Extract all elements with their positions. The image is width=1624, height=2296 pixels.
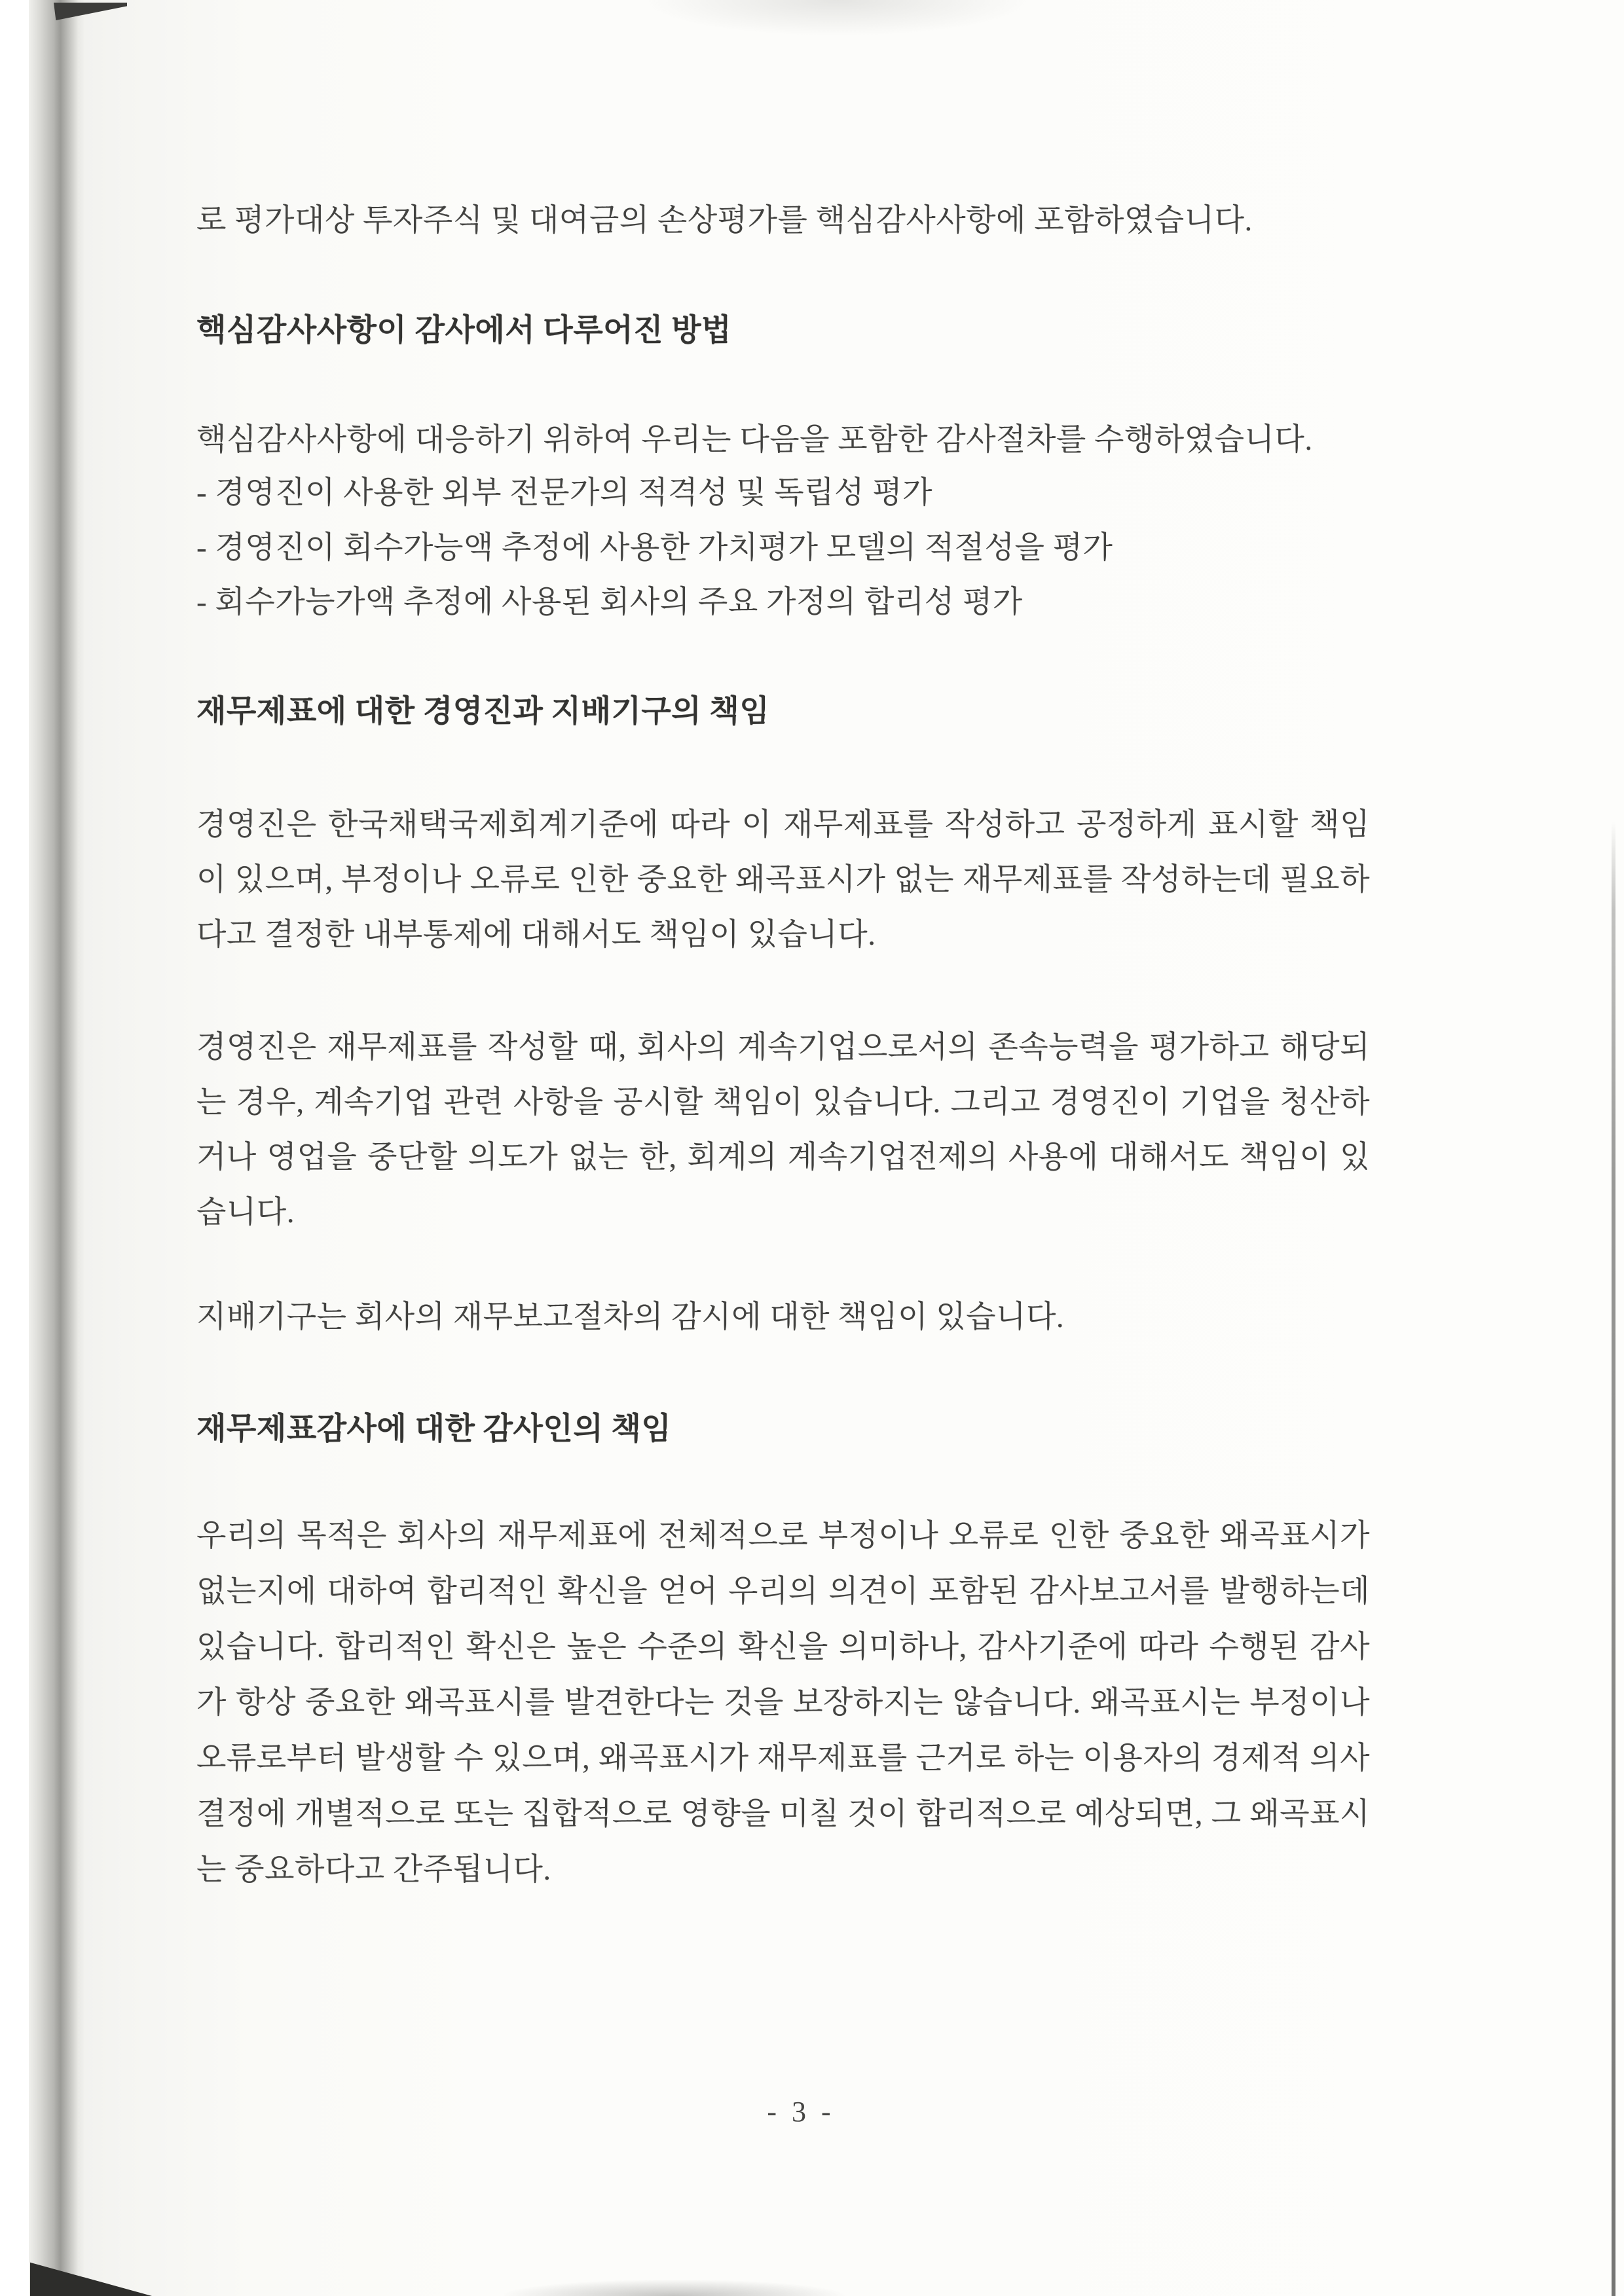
bullet-item: - 경영진이 회수가능액 추정에 사용한 가치평가 모델의 적절성을 평가 bbox=[196, 531, 1113, 565]
section1-lead-line: 핵심감사사항에 대응하기 위하여 우리는 다음을 포함한 감사절차를 수행하였습니다. bbox=[196, 423, 1313, 457]
section2-heading: 재무제표에 대한 경영진과 지배기구의 책임 bbox=[196, 695, 770, 729]
page-number: - 3 - bbox=[767, 2096, 835, 2128]
paragraph: 지배기구는 회사의 재무보고절차의 감시에 대한 책임이 있습니다. bbox=[196, 1300, 1065, 1334]
intro-continuation-line: 로 평가대상 투자주식 및 대여금의 손상평가를 핵심감사사항에 포함하였습니다. bbox=[196, 204, 1253, 238]
paragraph: 경영진은 한국채택국제회계기준에 따라 이 재무제표를 작성하고 공정하게 표시할 책임이 있으며, 부정이나 오류로 인한 중요한 왜곡표시가 없는 재무제표를 작성하는데 필요하다고 결정한 내부통제에 대해서도 책임이 있습니다. bbox=[196, 808, 1370, 952]
bullet-item: - 경영진이 사용한 외부 전문가의 적격성 및 독립성 평가 bbox=[196, 476, 932, 510]
section3-heading: 재무제표감사에 대한 감사인의 책임 bbox=[196, 1412, 672, 1446]
bullet-item: - 회수가능가액 추정에 사용된 회사의 주요 가정의 합리성 평가 bbox=[196, 585, 1023, 619]
section1-heading: 핵심감사사항이 감사에서 다루어진 방법 bbox=[196, 314, 732, 348]
paragraph: 경영진은 재무제표를 작성할 때, 회사의 계속기업으로서의 존속능력을 평가하고 해당되는 경우, 계속기업 관련 사항을 공시할 책임이 있습니다. 그리고 경영진이 기업을 청산하거나 영업을 중단할 의도가 없는 한, 회계의 계속기업전제의 사용에 대해서도 책임이 있습니다. bbox=[196, 1030, 1370, 1230]
document-content bbox=[196, 0, 1370, 2296]
paragraph: 우리의 목적은 회사의 재무제표에 전체적으로 부정이나 오류로 인한 중요한 왜곡표시가 없는지에 대하여 합리적인 확신을 얻어 우리의 의견이 포함된 감사보고서를 발행하는데 있습니다. 합리적인 확신은 높은 수준의 확신을 의미하나, 감사기준에 따라 수행된 감사가 항상 중요한 왜곡표시를 발견한다는 것을 보장하지는 않습니다. 왜곡표시는 부정이나 오류로부터 발생할 수 있으며, 왜곡표시가 재무제표를 근거로 하는 이용자의 경제적 의사결정에 개별적으로 또는 집합적으로 영향을 미칠 것이 합리적으로 예상되면, 그 왜곡표시는 중요하다고 간주됩니다. bbox=[196, 1519, 1370, 1887]
book-binding-shadow bbox=[29, 0, 85, 2296]
scan-edge-line-right bbox=[1612, 822, 1615, 2296]
